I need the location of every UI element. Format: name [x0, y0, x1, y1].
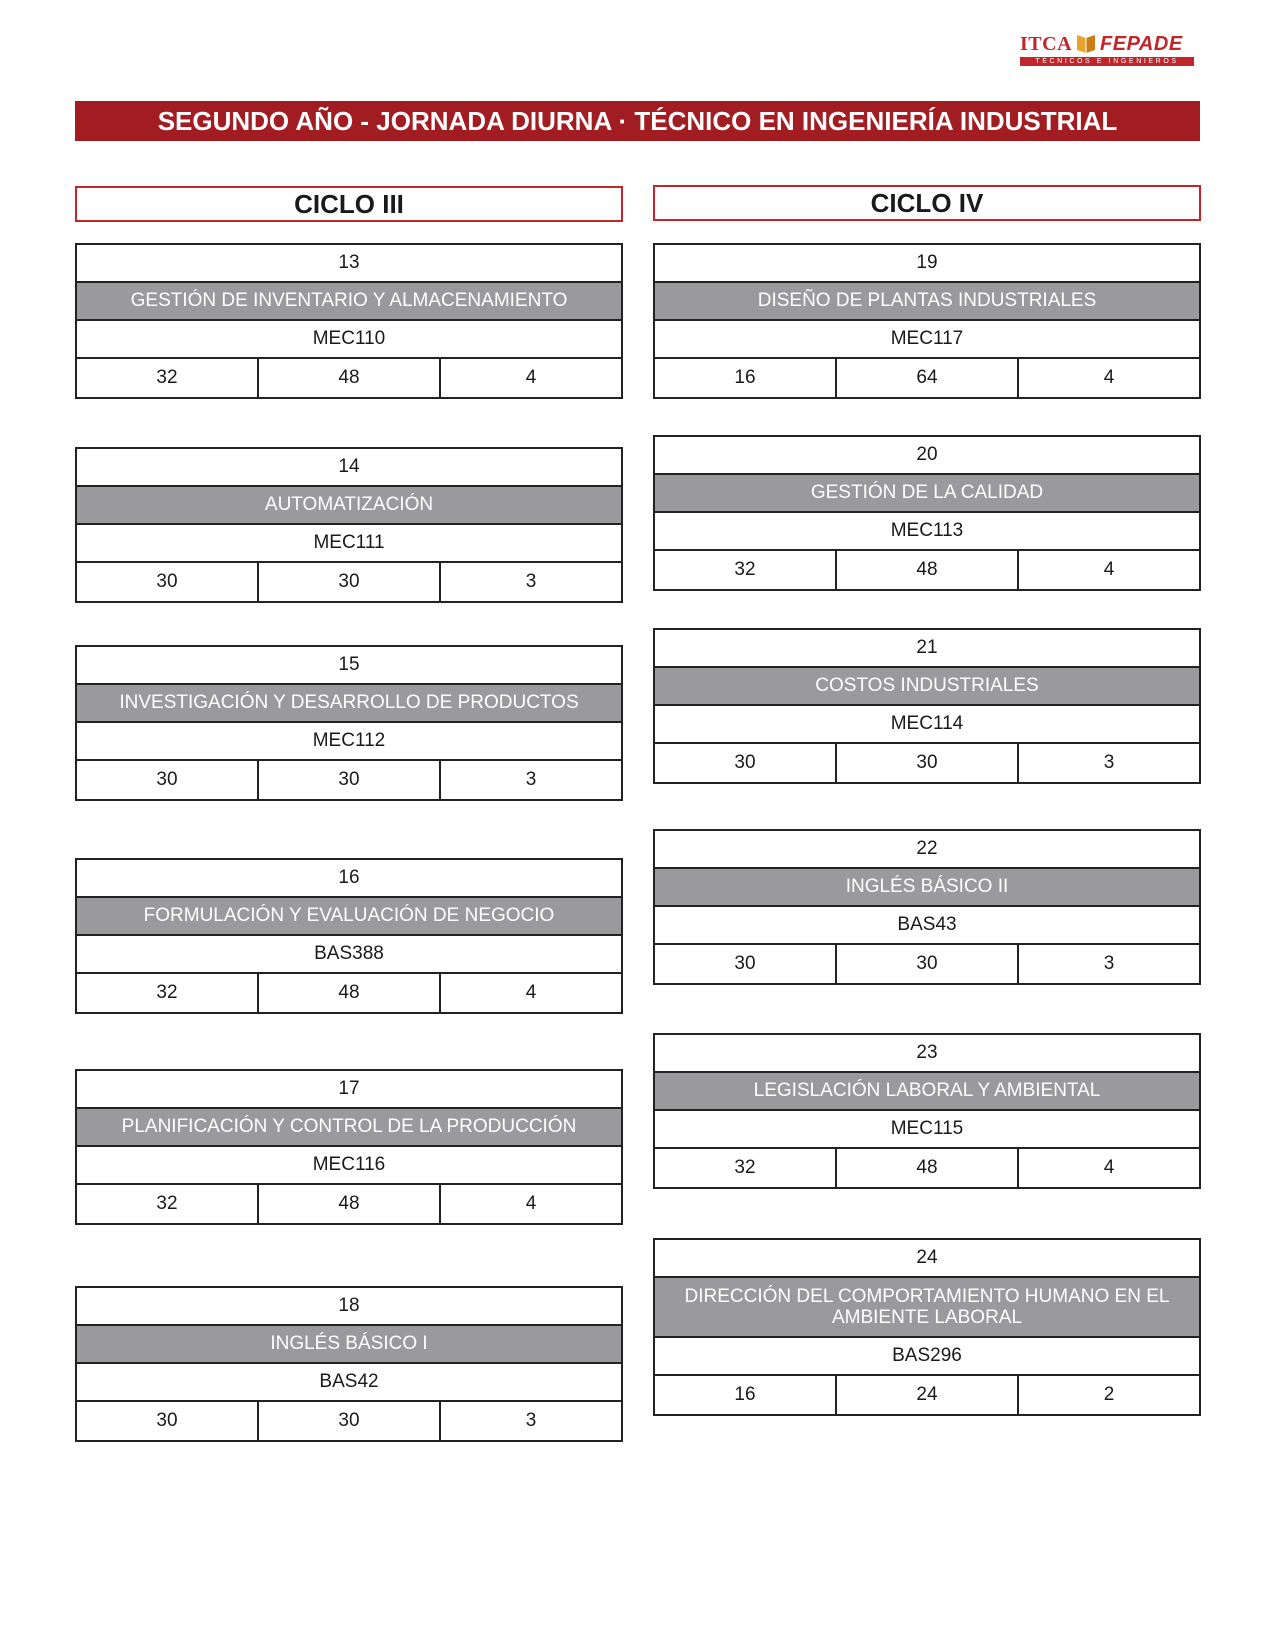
course-stat: 4 [1103, 367, 1115, 388]
course-name: DISEÑO DE PLANTAS INDUSTRIALES [655, 283, 1199, 321]
course-number: 24 [655, 1240, 1199, 1278]
course-code: BAS388 [77, 936, 621, 974]
course-stats [77, 974, 621, 1012]
course-stats [655, 1376, 1199, 1414]
course-number: 17 [77, 1071, 621, 1109]
course-stat: 2 [1103, 1384, 1115, 1405]
course-name: FORMULACIÓN Y EVALUACIÓN DE NEGOCIO [77, 898, 621, 936]
course-card [75, 858, 623, 1014]
course-stat: 32 [77, 1185, 259, 1223]
course-name: DIRECCIÓN DEL COMPORTAMIENTO HUMANO EN EL AMBIENTE LABORAL [655, 1278, 1199, 1338]
course-name: LEGISLACIÓN LABORAL Y AMBIENTAL [655, 1073, 1199, 1111]
course-stats [655, 359, 1199, 397]
course-stat: 16 [655, 1376, 837, 1414]
course-stat: 3 [525, 1410, 537, 1431]
course-stat: 30 [77, 761, 259, 799]
course-card [653, 435, 1201, 591]
course-stats [655, 1149, 1199, 1187]
course-stat: 3 [525, 571, 537, 592]
course-stat: 30 [655, 744, 837, 782]
course-stat: 3 [1103, 953, 1115, 974]
course-stats [77, 1185, 621, 1223]
course-number: 20 [655, 437, 1199, 475]
course-number: 18 [77, 1288, 621, 1326]
course-stat: 4 [1103, 1157, 1115, 1178]
course-card [653, 243, 1201, 399]
course-stats [77, 761, 621, 799]
course-stat: 32 [655, 1149, 837, 1187]
course-stat: 30 [259, 563, 441, 601]
course-code: MEC114 [655, 706, 1199, 744]
course-stat: 48 [259, 1185, 441, 1223]
course-code: BAS43 [655, 907, 1199, 945]
course-stat: 30 [837, 945, 1019, 983]
course-name: INGLÉS BÁSICO II [655, 869, 1199, 907]
logo-itca-text: ITCA [1020, 32, 1073, 55]
course-stat: 4 [525, 1193, 537, 1214]
course-stat: 32 [77, 359, 259, 397]
course-number: 15 [77, 647, 621, 685]
course-stat: 4 [525, 367, 537, 388]
course-code: MEC115 [655, 1111, 1199, 1149]
course-card [653, 829, 1201, 985]
course-code: MEC111 [77, 525, 621, 563]
course-number: 22 [655, 831, 1199, 869]
course-name: COSTOS INDUSTRIALES [655, 668, 1199, 706]
course-card [653, 1033, 1201, 1189]
course-stat: 24 [837, 1376, 1019, 1414]
course-card [75, 243, 623, 399]
course-stat: 48 [259, 974, 441, 1012]
course-number: 23 [655, 1035, 1199, 1073]
course-number: 21 [655, 630, 1199, 668]
course-name: PLANIFICACIÓN Y CONTROL DE LA PRODUCCIÓN [77, 1109, 621, 1147]
course-card [75, 447, 623, 603]
cycle-iv-header: CICLO IV [653, 185, 1201, 221]
course-stats [77, 1402, 621, 1440]
course-stat: 30 [77, 1402, 259, 1440]
cycle-iii-header: CICLO III [75, 186, 623, 222]
course-code: MEC116 [77, 1147, 621, 1185]
course-stat: 30 [77, 563, 259, 601]
course-card [75, 1286, 623, 1442]
course-stat: 3 [525, 769, 537, 790]
course-number: 16 [77, 860, 621, 898]
course-stat: 4 [525, 982, 537, 1003]
course-stat: 32 [77, 974, 259, 1012]
course-stat: 30 [655, 945, 837, 983]
course-number: 13 [77, 245, 621, 283]
course-code: MEC117 [655, 321, 1199, 359]
course-code: MEC113 [655, 513, 1199, 551]
course-code: BAS42 [77, 1364, 621, 1402]
course-code: BAS296 [655, 1338, 1199, 1376]
logo-fepade-text: FEPADE [1100, 32, 1183, 55]
course-stat: 3 [1103, 752, 1115, 773]
course-stat: 48 [837, 1149, 1019, 1187]
course-card [75, 1069, 623, 1225]
course-stats [655, 945, 1199, 983]
course-number: 19 [655, 245, 1199, 283]
course-card [653, 628, 1201, 784]
course-stat: 30 [259, 761, 441, 799]
course-stat: 16 [655, 359, 837, 397]
course-stat: 30 [259, 1402, 441, 1440]
course-name: INGLÉS BÁSICO I [77, 1326, 621, 1364]
course-stat: 4 [1103, 559, 1115, 580]
course-card [75, 645, 623, 801]
course-number: 14 [77, 449, 621, 487]
book-icon [1075, 34, 1097, 54]
logo-subtitle: TÉCNICOS E INGENIEROS [1020, 57, 1194, 66]
course-code: MEC112 [77, 723, 621, 761]
course-code: MEC110 [77, 321, 621, 359]
course-name: AUTOMATIZACIÓN [77, 487, 621, 525]
course-name: GESTIÓN DE INVENTARIO Y ALMACENAMIENTO [77, 283, 621, 321]
course-stats [655, 551, 1199, 589]
course-stats [77, 563, 621, 601]
course-card [653, 1238, 1201, 1416]
course-stat: 30 [837, 744, 1019, 782]
course-stats [655, 744, 1199, 782]
course-stat: 32 [655, 551, 837, 589]
course-stats [77, 359, 621, 397]
course-stat: 48 [837, 551, 1019, 589]
course-stat: 48 [259, 359, 441, 397]
itca-fepade-logo [1020, 33, 1200, 69]
course-name: INVESTIGACIÓN Y DESARROLLO DE PRODUCTOS [77, 685, 621, 723]
course-stat: 64 [837, 359, 1019, 397]
course-name: GESTIÓN DE LA CALIDAD [655, 475, 1199, 513]
page-title-banner: SEGUNDO AÑO - JORNADA DIURNA · TÉCNICO EN INGENIERÍA INDUSTRIAL [75, 101, 1200, 141]
